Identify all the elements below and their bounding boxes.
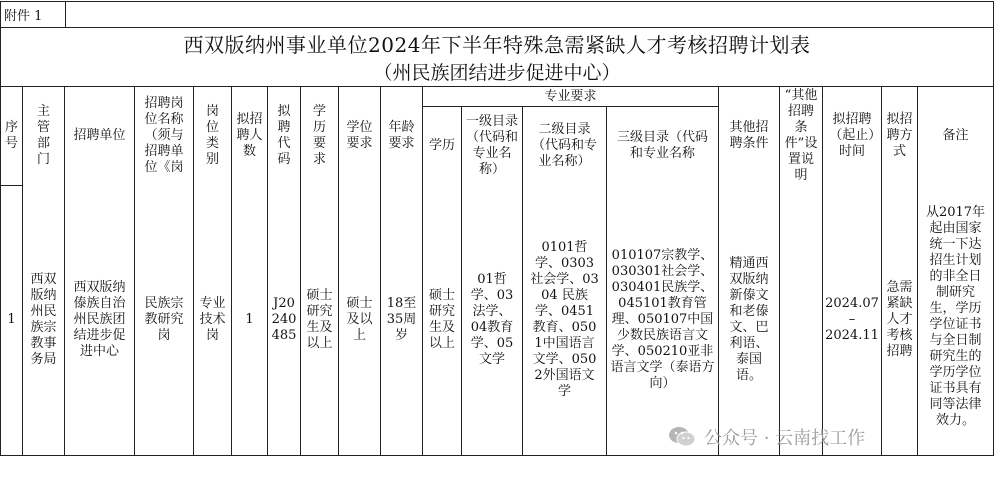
cell-major-l2: 0101哲学、0303社会学、0304 民族学、0451教育、0501中国语言文学、0502外国语文学 xyxy=(530,240,599,399)
cell-post-name: 民族宗教研究岗 xyxy=(144,296,184,343)
grid-line xyxy=(0,455,994,456)
cell-major-l3: 010107宗教学、030301社会学、030401民族学、045101教育管理、050107中国少数民族语言文学、050210亚非语言文学（泰语方向） xyxy=(610,248,715,391)
header-method: 拟招聘方式 xyxy=(886,111,913,159)
header-unit: 招聘单位 xyxy=(73,127,126,143)
page-subtitle: （州民族团结进步促进中心） xyxy=(373,61,621,84)
cell-code: J20240485 xyxy=(271,296,297,343)
cell-major-l1: 01哲学、03法学、04教育学、05文学 xyxy=(470,272,514,367)
header-major-edu: 学历 xyxy=(428,137,455,153)
cell-remark: 从2017年起由国家统一下达招生计划的非全日制研究生，学历学位证书与全日制研究生的学历学位证书具有同等法律效力。 xyxy=(925,205,986,428)
cell-count: 1 xyxy=(245,312,254,327)
header-edu: 学历要求 xyxy=(312,103,326,167)
header-seq: 序号 xyxy=(5,119,19,151)
grid-line xyxy=(0,1,1,455)
cell-age: 18至35周岁 xyxy=(386,296,417,343)
cell-seq: 1 xyxy=(7,312,16,327)
page-title: 西双版纳州事业单位2024年下半年特殊急需紧缺人才考核招聘计划表 xyxy=(183,32,811,57)
header-major-l1: 一级目录（代码和专业名称） xyxy=(465,113,518,177)
cell-method: 急需紧缺人才考核招聘 xyxy=(886,280,913,359)
cell-period xyxy=(823,186,881,454)
period-end: 2024.11 xyxy=(825,328,879,343)
header-period: 拟招聘（起止）时间 xyxy=(829,111,875,159)
cell-post-type: 专业技术岗 xyxy=(199,296,226,343)
cell-other-note xyxy=(780,186,822,454)
cell-degree: 硕士及以上 xyxy=(346,296,373,343)
header-major-l3: 三级目录（代码和专业名称 xyxy=(616,129,708,161)
grid-line xyxy=(65,1,66,27)
header-post-type: 岗位类别 xyxy=(205,103,219,167)
header-code: 拟聘代码 xyxy=(277,103,291,167)
period-dash: – xyxy=(848,312,856,327)
header-age: 年龄要求 xyxy=(388,119,415,151)
header-post-name: 招聘岗位名称（须与招聘单位《岗 xyxy=(144,95,184,175)
cell-edu: 硕士研究生及以上 xyxy=(306,288,333,351)
watermark-text: 公众号 · 云南找工作 xyxy=(704,428,866,449)
grid-line xyxy=(0,1,994,2)
watermark xyxy=(668,424,865,450)
header-major-group: 专业要求 xyxy=(544,88,597,104)
header-other-note: “其他招聘条件”设置说明 xyxy=(784,87,818,183)
header-other: 其他招聘条件 xyxy=(729,119,769,151)
cell-dept: 西双版纳州民族宗教事务局 xyxy=(30,272,57,367)
attachment-label: 附件 1 xyxy=(4,9,43,24)
cell-major-edu: 硕士研究生及以上 xyxy=(428,288,455,351)
header-major-l2: 二级目录（代码和专业名称） xyxy=(531,121,597,169)
header-remark: 备注 xyxy=(942,127,969,143)
cell-unit: 西双版纳傣族自治州民族团结进步促进中心 xyxy=(73,280,126,359)
header-dept: 主管部门 xyxy=(36,103,50,167)
period-start: 2024.07 xyxy=(825,296,879,311)
header-degree: 学位要求 xyxy=(346,119,373,151)
header-count: 拟招聘人数 xyxy=(236,111,263,159)
cell-other: 精通西双版纳新傣文和老傣文、巴利语、泰国语。 xyxy=(729,256,769,383)
wechat-icon xyxy=(668,426,696,448)
